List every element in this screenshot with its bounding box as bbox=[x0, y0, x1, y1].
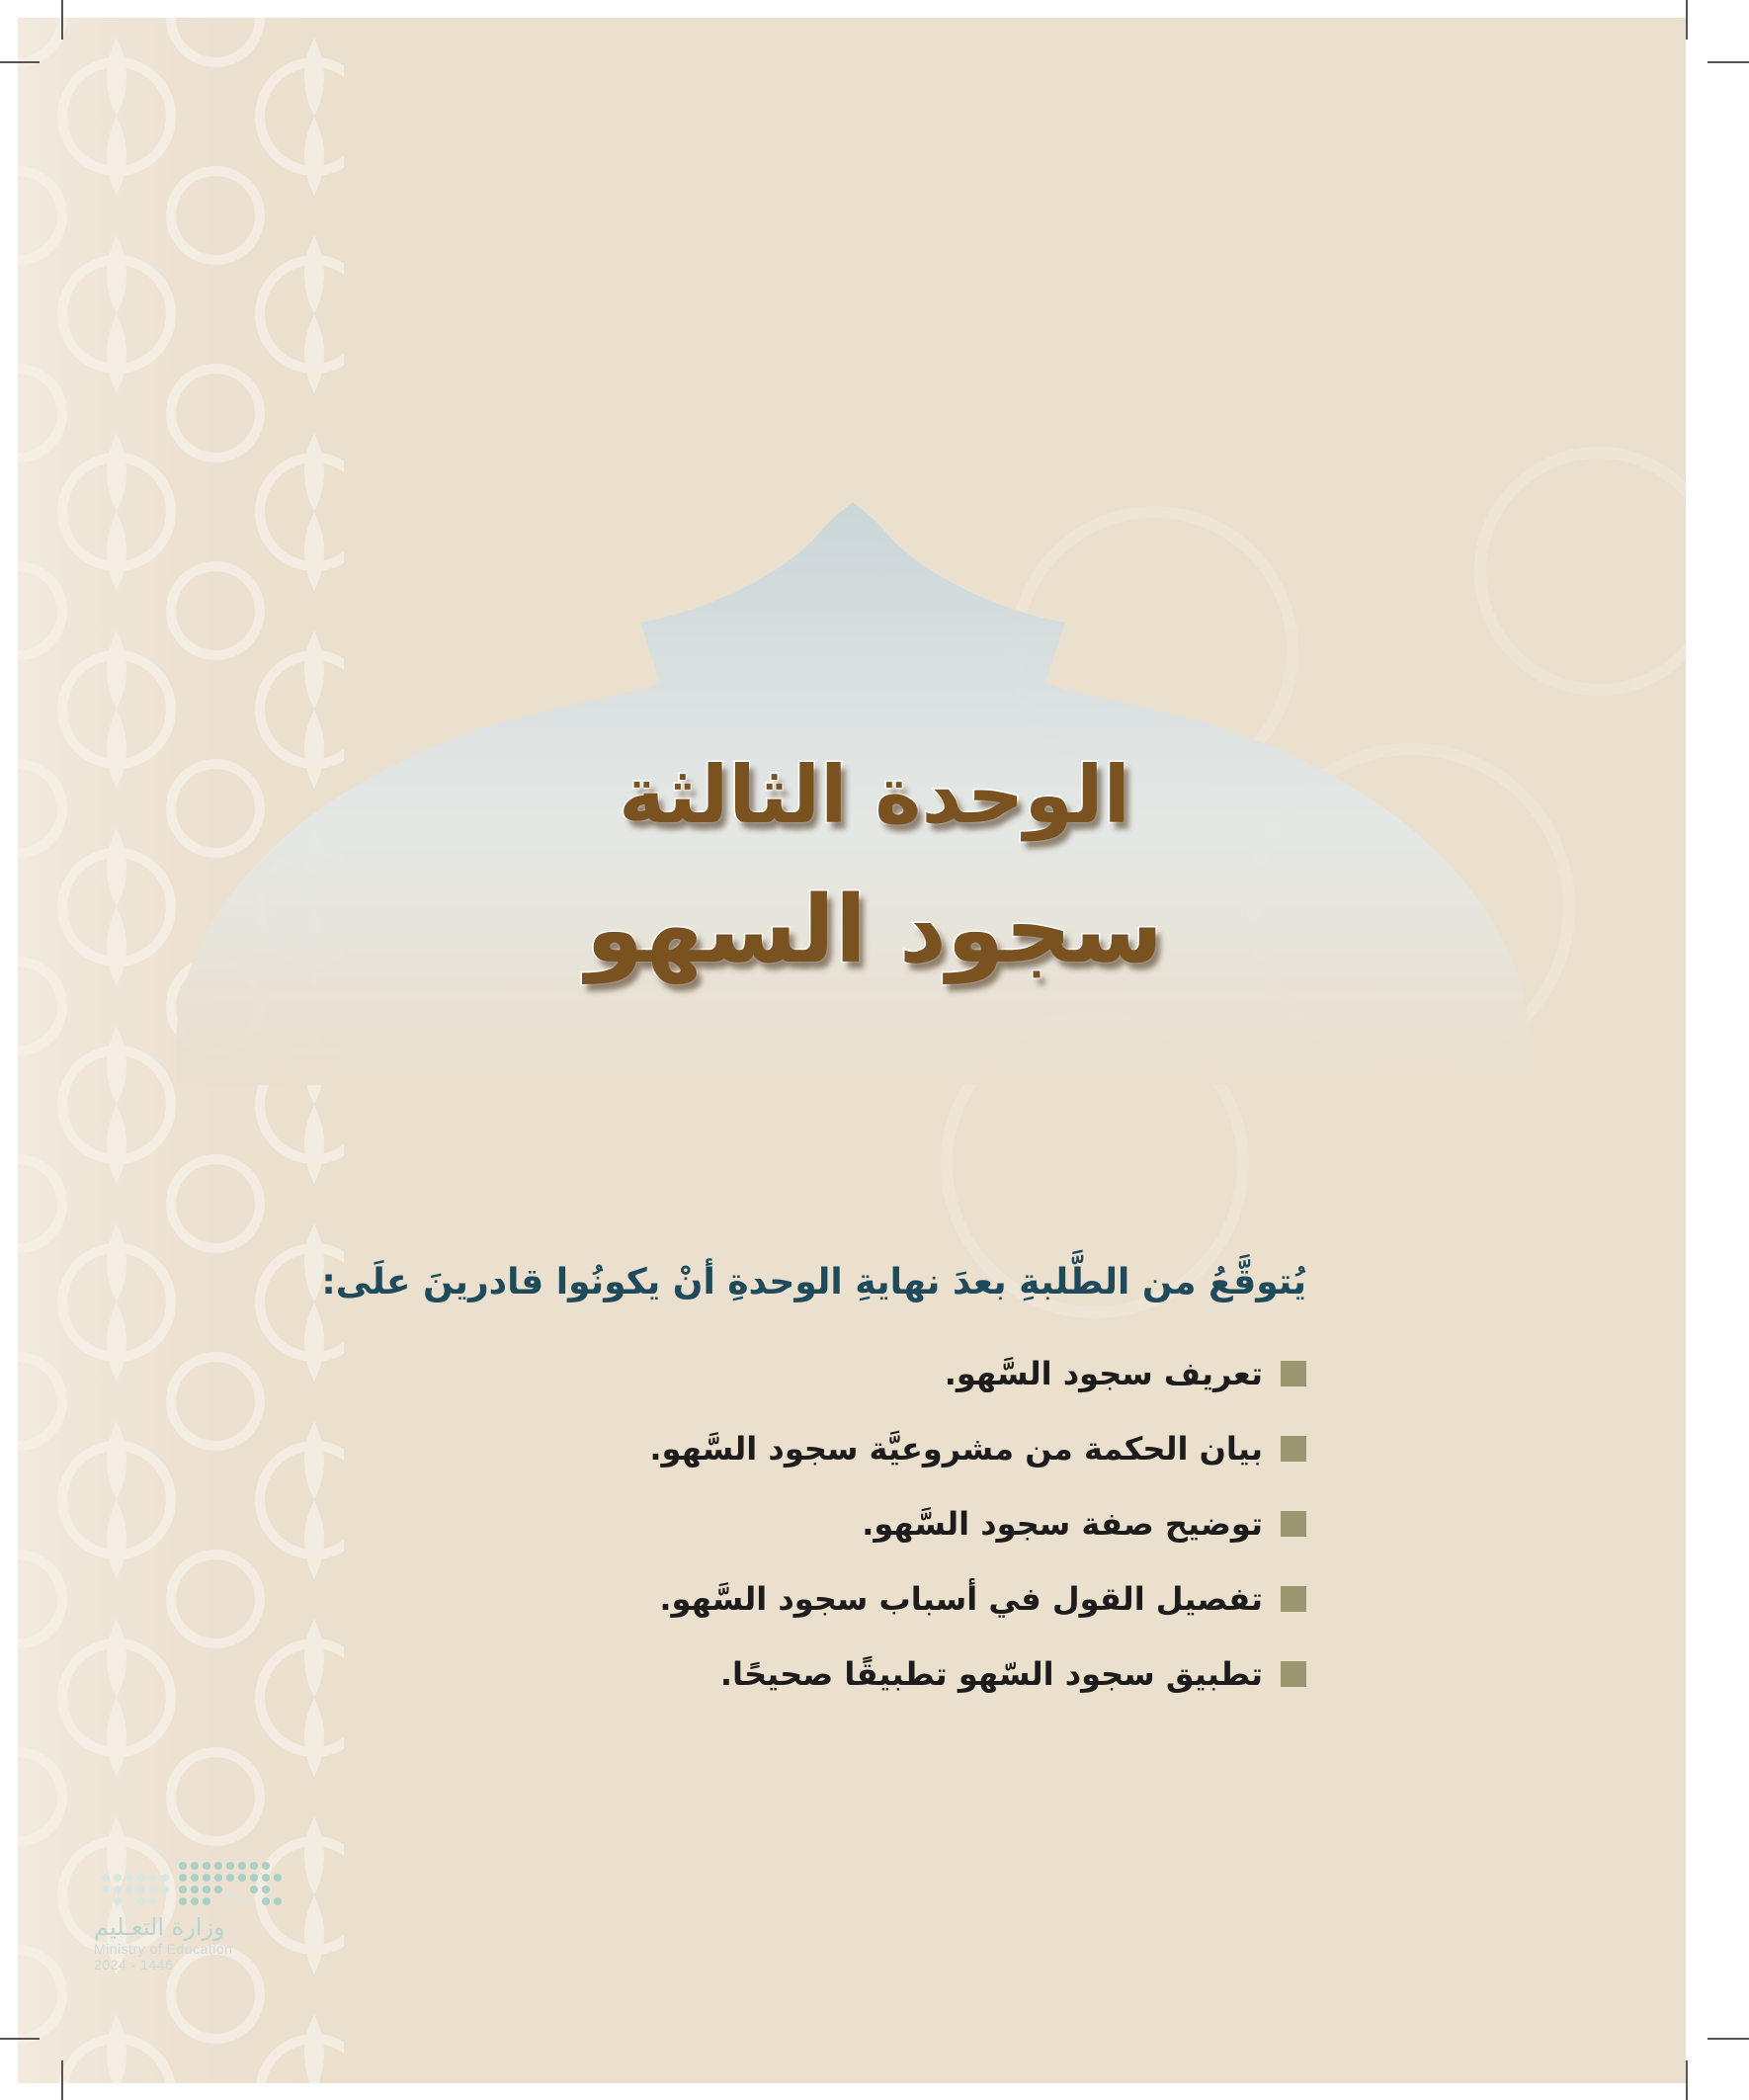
list-item bbox=[219, 1561, 1306, 1637]
objective-text: تفصيل القول في أسباب سجود السَّهو. bbox=[659, 1580, 1263, 1618]
crop-mark bbox=[1707, 61, 1749, 63]
crop-mark bbox=[1686, 2060, 1688, 2100]
objectives-intro: يُتوقَّعُ من الطَّلبةِ بعدَ نهايةِ الوحدةِ أنْ يكونُوا قادرينَ علَى: bbox=[321, 1262, 1306, 1302]
crop-mark bbox=[1686, 0, 1688, 40]
square-bullet-icon bbox=[1281, 1511, 1306, 1537]
ornamental-background bbox=[18, 18, 1686, 2083]
square-bullet-icon bbox=[1281, 1661, 1306, 1687]
objectives-list bbox=[219, 1336, 1306, 1712]
crop-mark bbox=[0, 61, 40, 63]
crop-mark bbox=[0, 2038, 40, 2040]
unit-title: سجود السهو bbox=[585, 877, 1164, 984]
page bbox=[18, 18, 1686, 2083]
list-item bbox=[219, 1637, 1306, 1712]
unit-title-block bbox=[0, 736, 1749, 995]
objective-text: تعريف سجود السَّهو. bbox=[944, 1355, 1263, 1392]
list-item bbox=[219, 1411, 1306, 1486]
crop-mark bbox=[61, 0, 63, 40]
objective-text: تطبيق سجود السّهو تطبيقًا صحيحًا. bbox=[719, 1655, 1263, 1693]
unit-number: الوحدة الثالثة bbox=[619, 749, 1130, 841]
ministry-logo-dots-icon bbox=[94, 1858, 292, 1907]
edition-year: 2024 - 1446 bbox=[94, 1957, 174, 1973]
ministry-name-arabic: وزارة التعـليم bbox=[94, 1913, 225, 1941]
square-bullet-icon bbox=[1281, 1436, 1306, 1462]
ministry-logo bbox=[94, 1858, 390, 1973]
objective-text: بيان الحكمة من مشروعيَّة سجود السَّهو. bbox=[649, 1430, 1263, 1468]
crop-mark bbox=[1707, 2038, 1749, 2040]
ministry-name-english: Ministry of Education bbox=[94, 1941, 233, 1957]
learning-objectives bbox=[219, 1255, 1306, 1712]
list-item bbox=[219, 1486, 1306, 1561]
square-bullet-icon bbox=[1281, 1586, 1306, 1612]
objective-text: توضيح صفة سجود السَّهو. bbox=[862, 1505, 1263, 1543]
list-item bbox=[219, 1336, 1306, 1411]
square-bullet-icon bbox=[1281, 1361, 1306, 1386]
crop-mark bbox=[61, 2060, 63, 2100]
